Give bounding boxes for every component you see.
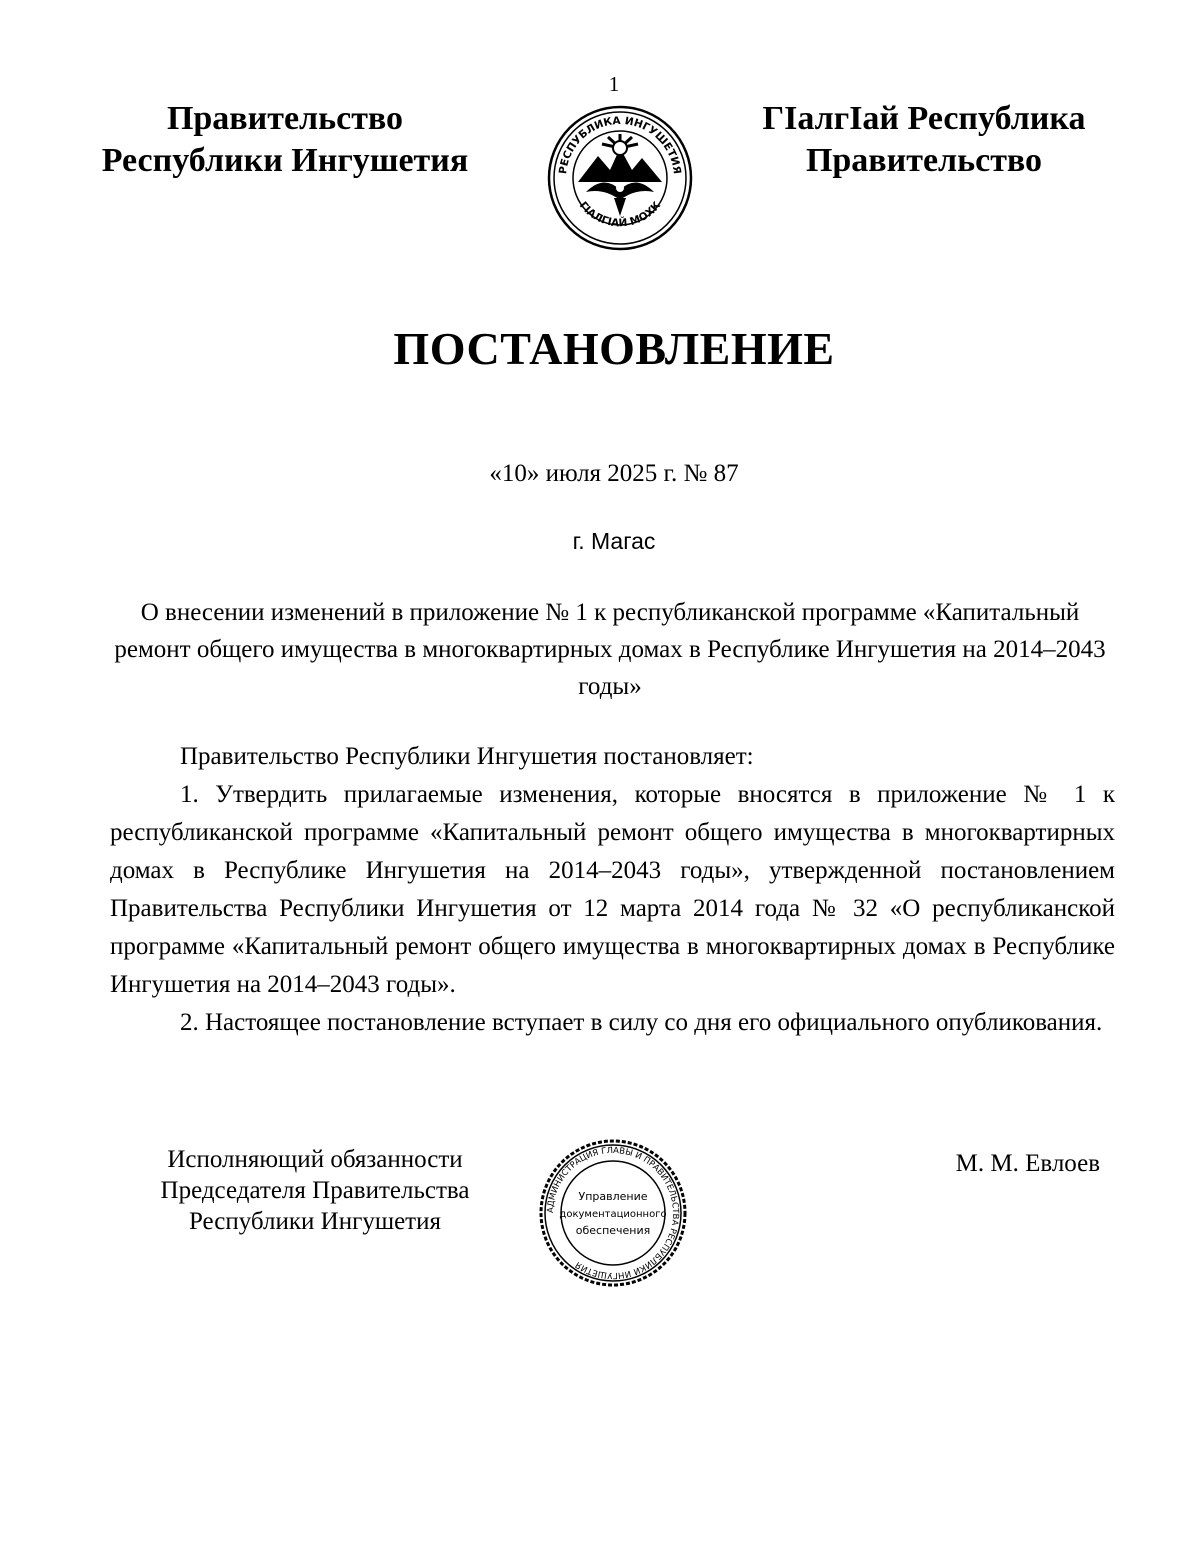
signatory-position — [115, 1144, 515, 1237]
city-line: г. Магас — [572, 528, 656, 554]
document-subject: О внесении изменений в приложение № 1 к республиканской программе «Капитальный ремонт общего имущества в многоквартирных домах в Республике Ингушетия на 2014–2043 годы» — [114, 599, 1106, 700]
signatory-name: М. М. Евлоев — [955, 1150, 1100, 1177]
eagle-emblem-icon — [578, 134, 662, 216]
signatory-position-line1: Исполняющий обязанности — [167, 1146, 463, 1173]
header-left — [80, 98, 490, 182]
header-left-line1: Правительство — [166, 100, 404, 137]
emblem-text-top: РЕСПУБЛИКА ИНГУШЕТИЯ — [557, 114, 683, 175]
signatory-position-line2: Председателя Правительства — [160, 1177, 470, 1204]
emblem-text-bottom: ГIАЛГIАЙ МОХК — [576, 199, 664, 230]
signatory-position-line3: Республики Ингушетия — [188, 1208, 441, 1235]
header-right — [748, 98, 1100, 182]
body-intro: Правительство Республики Ингушетия постановляет: — [180, 743, 754, 770]
body-item-2: 2. Настоящее постановление вступает в силу со дня его официального опубликования. — [180, 1009, 1103, 1036]
stamp-line2: документационного — [559, 1209, 667, 1220]
document-body — [110, 738, 1115, 1042]
stamp-line1: Управление — [578, 1190, 648, 1203]
official-stamp — [538, 1138, 688, 1288]
document-type-title: ПОСТАНОВЛЕНИЕ — [393, 323, 835, 374]
emblem-seal — [546, 104, 694, 252]
stamp-line3: обеспечения — [575, 1224, 651, 1237]
date-number-line: «10» июля 2025 г. № 87 — [489, 460, 739, 487]
header-left-line2: Республики Ингушетия — [101, 142, 469, 179]
header-right-line1: ГIалгIай Республика — [762, 100, 1086, 137]
header-right-line2: Правительство — [805, 142, 1043, 179]
page-number: 1 — [608, 72, 620, 96]
stamp-ring-text: АДМИНИСТРАЦИЯ ГЛАВЫ И ПРАВИТЕЛЬСТВА РЕСПУБЛИКИ ИНГУШЕТИЯ — [545, 1145, 681, 1281]
body-item-1: 1. Утвердить прилагаемые изменения, которые вносятся в приложение № 1 к республиканской программе «Капитальный ремонт общего имущества в многоквартирных домах в Республике Ингушетия на 2014–2043 годы», утвержденной постановлением Правительства Республики Ингушетия от 12 марта 2014 года № 32 «О республиканской программе «Капитальный ремонт общего имущества в многоквартирных домах в Республике Ингушетия на 2014–2043 годы». — [110, 781, 1115, 998]
